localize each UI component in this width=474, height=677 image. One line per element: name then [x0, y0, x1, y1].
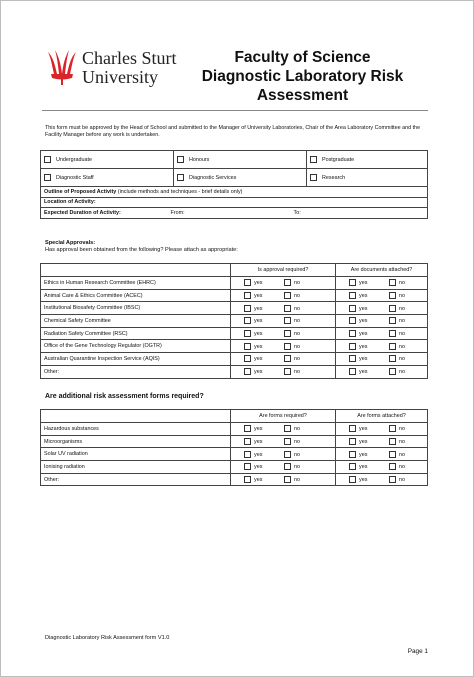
- option-yes[interactable]: [339, 476, 389, 483]
- option-label: no: [294, 318, 300, 325]
- table-row: [41, 315, 428, 328]
- forms-header-blank: [41, 410, 231, 423]
- option-yes[interactable]: [234, 476, 284, 483]
- location-of-activity-field[interactable]: Location of Activity:: [41, 197, 428, 208]
- checkbox-icon[interactable]: [244, 317, 251, 324]
- approvals-required-cell: [231, 315, 336, 328]
- option-yes[interactable]: [339, 317, 389, 324]
- option-label: yes: [254, 464, 263, 471]
- checkbox-icon[interactable]: [389, 355, 396, 362]
- option-no[interactable]: [284, 425, 300, 432]
- option-no[interactable]: [284, 279, 300, 286]
- option-no[interactable]: [389, 305, 405, 312]
- outline-of-activity-field[interactable]: Outline of Proposed Activity (include methods and techniques - brief details only): [41, 187, 428, 198]
- option-yes[interactable]: [234, 279, 284, 286]
- checkbox-icon[interactable]: [284, 343, 291, 350]
- table-row: [41, 340, 428, 353]
- checkbox-icon[interactable]: [244, 330, 251, 337]
- checkbox-icon[interactable]: [389, 305, 396, 312]
- approvals-row-label: Radiation Safety Committee (RSC): [41, 327, 231, 340]
- option-yes[interactable]: [234, 317, 284, 324]
- duration-of-activity-field[interactable]: Expected Duration of Activity: From: To:: [41, 208, 428, 219]
- table-row: [41, 289, 428, 302]
- approvals-row-label: Chemical Safety Committee: [41, 315, 231, 328]
- forms-attached-cell: [336, 435, 428, 448]
- option-label: no: [294, 477, 300, 484]
- checkbox-icon[interactable]: [284, 305, 291, 312]
- checkbox-icon[interactable]: [44, 174, 51, 181]
- approvals-row-label: Australian Quarantine Inspection Service (AQIS): [41, 353, 231, 366]
- checkbox-icon[interactable]: [284, 330, 291, 337]
- checkbox-icon[interactable]: [310, 156, 317, 163]
- checkbox-icon[interactable]: [284, 425, 291, 432]
- option-yes[interactable]: [234, 438, 284, 445]
- option-no[interactable]: [284, 330, 300, 337]
- special-approvals-subtext: Has approval been obtained from the following? Please attach as appropriate:: [45, 247, 238, 253]
- option-label: yes: [254, 438, 263, 445]
- checkbox-icon[interactable]: [349, 368, 356, 375]
- option-no[interactable]: [284, 355, 300, 362]
- title-line-2: Diagnostic Laboratory Risk: [201, 68, 404, 85]
- option-label: yes: [359, 331, 368, 338]
- checkbox-icon[interactable]: [389, 292, 396, 299]
- option-no[interactable]: [389, 463, 405, 470]
- option-label: yes: [254, 305, 263, 312]
- option-yes[interactable]: [234, 451, 284, 458]
- option-yes[interactable]: [339, 330, 389, 337]
- option-label: yes: [359, 318, 368, 325]
- option-no[interactable]: [284, 305, 300, 312]
- option-label: yes: [254, 426, 263, 433]
- approvals-row-label: Institutional Biosafety Committee (IBSC): [41, 302, 231, 315]
- approvals-attached-cell: [336, 302, 428, 315]
- option-label: no: [294, 464, 300, 471]
- option-label: no: [399, 438, 405, 445]
- approvals-required-cell: [231, 353, 336, 366]
- checkbox-icon[interactable]: [284, 355, 291, 362]
- option-label: yes: [254, 343, 263, 350]
- option-no[interactable]: [284, 317, 300, 324]
- option-label: yes: [359, 426, 368, 433]
- checkbox-icon[interactable]: [349, 279, 356, 286]
- approvals-attached-cell: [336, 315, 428, 328]
- table-row: [41, 327, 428, 340]
- option-label: yes: [254, 477, 263, 484]
- checkbox-icon[interactable]: [284, 476, 291, 483]
- checkbox-icon[interactable]: [389, 317, 396, 324]
- logo-line-1: Charles Sturt: [82, 48, 177, 68]
- option-yes[interactable]: [339, 343, 389, 350]
- option-label: no: [399, 318, 405, 325]
- approvals-required-cell: [231, 302, 336, 315]
- checkbox-icon[interactable]: [284, 279, 291, 286]
- option-label: yes: [359, 369, 368, 376]
- option-label: yes: [254, 292, 263, 299]
- approvals-attached-cell: [336, 289, 428, 302]
- approvals-required-cell: [231, 289, 336, 302]
- option-label: no: [294, 426, 300, 433]
- option-no[interactable]: [284, 368, 300, 375]
- table-row: [41, 353, 428, 366]
- option-yes[interactable]: [339, 355, 389, 362]
- approvals-attached-cell: [336, 277, 428, 290]
- checkbox-icon[interactable]: [177, 156, 184, 163]
- forms-required-cell: [231, 435, 336, 448]
- checkbox-icon[interactable]: [244, 438, 251, 445]
- intro-text: This form must be approved by the Head of School and submitted to the Manager of University Laboratories, Chair of the Area Laboratory Committee and the Facility Manager before any work is undertaken.: [45, 125, 421, 138]
- option-no[interactable]: [284, 292, 300, 299]
- approvals-attached-cell: [336, 353, 428, 366]
- option-no[interactable]: [389, 343, 405, 350]
- forms-required-cell: [231, 473, 336, 486]
- option-label: no: [294, 305, 300, 312]
- forms-attached-cell: [336, 448, 428, 461]
- option-yes[interactable]: [339, 425, 389, 432]
- checkbox-icon[interactable]: [349, 476, 356, 483]
- checkbox-icon[interactable]: [389, 476, 396, 483]
- option-yes[interactable]: [234, 292, 284, 299]
- option-label: yes: [254, 280, 263, 287]
- option-label: no: [399, 477, 405, 484]
- logo-line-2: University: [82, 67, 158, 87]
- checkbox-icon[interactable]: [349, 425, 356, 432]
- option-label: no: [294, 331, 300, 338]
- option-yes[interactable]: [339, 438, 389, 445]
- table-row: [41, 448, 428, 461]
- checkbox-icon[interactable]: [244, 425, 251, 432]
- approvals-required-cell: [231, 327, 336, 340]
- option-no[interactable]: [389, 425, 405, 432]
- forms-required-cell: [231, 448, 336, 461]
- option-no[interactable]: [389, 330, 405, 337]
- option-yes[interactable]: [339, 292, 389, 299]
- option-label: yes: [359, 438, 368, 445]
- footer-page-number: Page 1: [407, 648, 428, 655]
- checkbox-icon[interactable]: [284, 438, 291, 445]
- approvals-required-cell: [231, 340, 336, 353]
- checkbox-icon[interactable]: [389, 438, 396, 445]
- checkbox-icon[interactable]: [310, 174, 317, 181]
- approvals-required-cell: [231, 277, 336, 290]
- option-label: yes: [254, 451, 263, 458]
- title-line-3: Assessment: [256, 87, 349, 104]
- checkbox-icon[interactable]: [244, 305, 251, 312]
- forms-row-label: Hazardous substances: [41, 423, 231, 436]
- checkbox-icon[interactable]: [244, 476, 251, 483]
- option-no[interactable]: [389, 292, 405, 299]
- additional-forms-table: [40, 409, 428, 486]
- checkbox-icon[interactable]: [389, 343, 396, 350]
- title-line-1: Faculty of Science: [234, 49, 371, 66]
- table-row: [41, 302, 428, 315]
- checkbox-icon[interactable]: [284, 463, 291, 470]
- checkbox-icon[interactable]: [389, 425, 396, 432]
- option-research[interactable]: Research: [307, 169, 428, 187]
- forms-row-label: Solar UV radiation: [41, 448, 231, 461]
- approvals-row-label: Ethics in Human Research Committee (EHRC): [41, 277, 231, 290]
- page-title: [190, 48, 415, 105]
- checkbox-icon[interactable]: [349, 292, 356, 299]
- option-yes[interactable]: [234, 368, 284, 375]
- checkbox-icon[interactable]: [244, 279, 251, 286]
- option-label: no: [294, 438, 300, 445]
- option-label: no: [399, 464, 405, 471]
- waratah-logo-icon: [45, 48, 79, 86]
- proposal-table: [40, 150, 428, 219]
- option-label: yes: [359, 343, 368, 350]
- table-row: [41, 473, 428, 486]
- option-label: no: [399, 331, 405, 338]
- checkbox-icon[interactable]: [244, 451, 251, 458]
- checkbox-icon[interactable]: [284, 368, 291, 375]
- option-yes[interactable]: [339, 463, 389, 470]
- option-no[interactable]: [389, 368, 405, 375]
- option-label: no: [294, 292, 300, 299]
- table-row: [41, 423, 428, 436]
- option-label: no: [294, 343, 300, 350]
- option-label: yes: [359, 451, 368, 458]
- option-yes[interactable]: [234, 463, 284, 470]
- option-no[interactable]: [389, 438, 405, 445]
- checkbox-icon[interactable]: [389, 463, 396, 470]
- option-yes[interactable]: [339, 279, 389, 286]
- forms-attached-cell: [336, 473, 428, 486]
- option-label: no: [294, 451, 300, 458]
- forms-column-header: Are forms attached?: [336, 410, 428, 423]
- option-no[interactable]: [389, 451, 405, 458]
- option-label: yes: [359, 464, 368, 471]
- option-diagnostic-staff[interactable]: Diagnostic Staff: [41, 169, 174, 187]
- option-yes[interactable]: [234, 425, 284, 432]
- option-no[interactable]: [284, 343, 300, 350]
- option-label: yes: [254, 356, 263, 363]
- checkbox-icon[interactable]: [389, 330, 396, 337]
- checkbox-icon[interactable]: [349, 317, 356, 324]
- option-label: yes: [254, 369, 263, 376]
- option-diagnostic-services[interactable]: Diagnostic Services: [174, 169, 307, 187]
- option-label: no: [399, 451, 405, 458]
- approvals-attached-cell: [336, 340, 428, 353]
- checkbox-icon[interactable]: [349, 343, 356, 350]
- option-label: no: [399, 369, 405, 376]
- option-label: yes: [359, 477, 368, 484]
- forms-row-label: Microorganisms: [41, 435, 231, 448]
- approvals-row-label: Animal Care & Ethics Committee (ACEC): [41, 289, 231, 302]
- option-label: yes: [359, 292, 368, 299]
- approvals-row-label: Office of the Gene Technology Regulator (OGTR): [41, 340, 231, 353]
- option-label: yes: [359, 305, 368, 312]
- approvals-attached-cell: [336, 365, 428, 378]
- checkbox-icon[interactable]: [349, 451, 356, 458]
- option-yes[interactable]: [234, 330, 284, 337]
- approvals-required-cell: [231, 365, 336, 378]
- special-approvals-heading: Special Approvals:: [45, 240, 96, 246]
- option-label: yes: [254, 318, 263, 325]
- forms-required-cell: [231, 423, 336, 436]
- option-label: no: [399, 343, 405, 350]
- checkbox-icon[interactable]: [244, 292, 251, 299]
- table-row: [41, 461, 428, 474]
- checkbox-icon[interactable]: [284, 451, 291, 458]
- checkbox-icon[interactable]: [284, 317, 291, 324]
- option-label: yes: [254, 331, 263, 338]
- checkbox-icon[interactable]: [244, 343, 251, 350]
- option-yes[interactable]: [339, 305, 389, 312]
- approvals-row-label: Other:: [41, 365, 231, 378]
- table-row: [41, 365, 428, 378]
- forms-row-label: Ionising radiation: [41, 461, 231, 474]
- option-yes[interactable]: [234, 305, 284, 312]
- forms-required-cell: [231, 461, 336, 474]
- option-yes[interactable]: [234, 355, 284, 362]
- checkbox-icon[interactable]: [349, 305, 356, 312]
- option-label: no: [399, 356, 405, 363]
- option-label: no: [294, 356, 300, 363]
- checkbox-icon[interactable]: [389, 368, 396, 375]
- approvals-column-header: Are documents attached?: [336, 264, 428, 277]
- checkbox-icon[interactable]: [389, 451, 396, 458]
- option-label: no: [399, 292, 405, 299]
- checkbox-icon[interactable]: [349, 330, 356, 337]
- checkbox-icon[interactable]: [244, 368, 251, 375]
- option-label: yes: [359, 280, 368, 287]
- checkbox-icon[interactable]: [244, 355, 251, 362]
- option-no[interactable]: [389, 355, 405, 362]
- option-label: no: [399, 426, 405, 433]
- option-postgraduate[interactable]: Postgraduate: [307, 151, 428, 169]
- option-label: no: [399, 280, 405, 287]
- option-no[interactable]: [389, 279, 405, 286]
- checkbox-icon[interactable]: [44, 156, 51, 163]
- checkbox-icon[interactable]: [349, 355, 356, 362]
- checkbox-icon[interactable]: [284, 292, 291, 299]
- option-no[interactable]: [389, 476, 405, 483]
- checkbox-icon[interactable]: [349, 438, 356, 445]
- option-label: yes: [359, 356, 368, 363]
- from-label: From:: [170, 209, 185, 216]
- to-label: To:: [293, 209, 301, 216]
- checkbox-icon[interactable]: [177, 174, 184, 181]
- checkbox-icon[interactable]: [349, 463, 356, 470]
- option-label: no: [294, 369, 300, 376]
- forms-row-label: Other:: [41, 473, 231, 486]
- option-no[interactable]: [284, 438, 300, 445]
- forms-column-header: Are forms required?: [231, 410, 336, 423]
- option-yes[interactable]: [339, 368, 389, 375]
- checkbox-icon[interactable]: [244, 463, 251, 470]
- approvals-attached-cell: [336, 327, 428, 340]
- option-no[interactable]: [389, 317, 405, 324]
- option-label: no: [294, 280, 300, 287]
- option-honours[interactable]: Honours: [174, 151, 307, 169]
- forms-attached-cell: [336, 423, 428, 436]
- header-divider: [42, 110, 428, 111]
- additional-forms-heading: Are additional risk assessment forms required?: [45, 393, 204, 400]
- option-no[interactable]: [284, 463, 300, 470]
- footer-form-name: Diagnostic Laboratory Risk Assessment form V1.0: [45, 635, 170, 641]
- option-yes[interactable]: [234, 343, 284, 350]
- option-undergraduate[interactable]: Undergraduate: [41, 151, 174, 169]
- option-yes[interactable]: [339, 451, 389, 458]
- checkbox-icon[interactable]: [389, 279, 396, 286]
- option-label: no: [399, 305, 405, 312]
- option-no[interactable]: [284, 451, 300, 458]
- special-approvals-table: [40, 263, 428, 379]
- table-row: [41, 435, 428, 448]
- forms-attached-cell: [336, 461, 428, 474]
- approvals-column-header: Is approval required?: [231, 264, 336, 277]
- approvals-header-blank: [41, 264, 231, 277]
- option-no[interactable]: [284, 476, 300, 483]
- table-row: [41, 277, 428, 290]
